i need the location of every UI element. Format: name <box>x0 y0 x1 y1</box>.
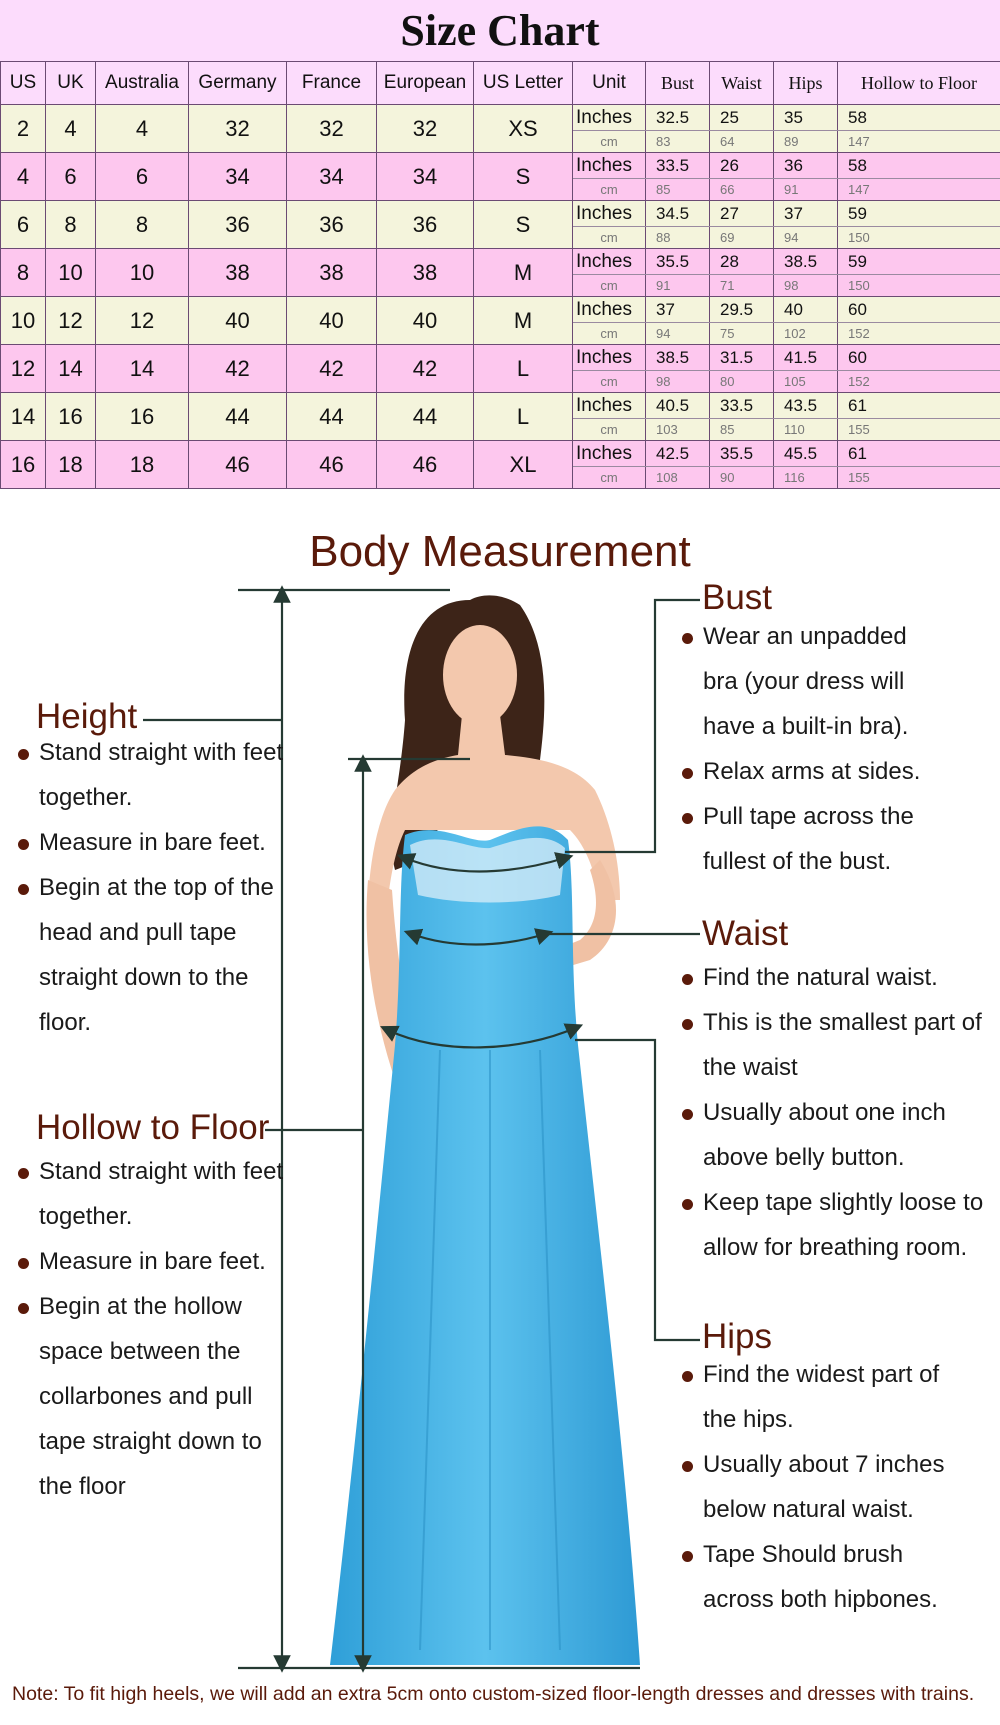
model-illustration <box>330 595 640 1665</box>
cm-waist: 66 <box>710 179 774 201</box>
inches-hollow: 61 <box>838 441 1000 467</box>
size-cell-de: 38 <box>189 249 287 297</box>
size-cell-au: 18 <box>96 441 189 489</box>
size-cell-eu: 34 <box>377 153 474 201</box>
inches-bust: 32.5 <box>646 105 710 131</box>
unit-inches-label: Inches <box>573 201 646 227</box>
header-france: France <box>287 62 377 105</box>
size-cell-uk: 6 <box>46 153 96 201</box>
size-cell-us: 12 <box>1 345 46 393</box>
inches-hips: 36 <box>774 153 838 179</box>
size-cell-us: 10 <box>1 297 46 345</box>
high-heels-note: Note: To fit high heels, we will add an extra 5cm onto custom-sized floor-length dresses and dresses with trains. <box>12 1683 975 1705</box>
bust-item: Wear an unpadded bra (your dress will have a built-in bra). <box>680 614 940 749</box>
cm-bust: 94 <box>646 323 710 345</box>
unit-cm-label: cm <box>573 179 646 201</box>
inches-waist: 29.5 <box>710 297 774 323</box>
unit-inches-label: Inches <box>573 153 646 179</box>
inches-waist: 33.5 <box>710 393 774 419</box>
bust-item: Relax arms at sides. <box>680 749 940 794</box>
inches-bust: 33.5 <box>646 153 710 179</box>
size-cell-eu: 38 <box>377 249 474 297</box>
inches-hollow: 58 <box>838 105 1000 131</box>
size-cell-fr: 42 <box>287 345 377 393</box>
cm-waist: 64 <box>710 131 774 153</box>
unit-inches-label: Inches <box>573 345 646 371</box>
unit-cm-label: cm <box>573 467 646 489</box>
size-cell-letter: S <box>474 201 573 249</box>
cm-bust: 98 <box>646 371 710 393</box>
cm-hips: 102 <box>774 323 838 345</box>
height-heading: Height <box>36 697 138 736</box>
inches-waist: 28 <box>710 249 774 275</box>
cm-bust: 103 <box>646 419 710 441</box>
cm-waist: 69 <box>710 227 774 249</box>
cm-hips: 89 <box>774 131 838 153</box>
size-cell-letter: M <box>474 297 573 345</box>
hips-item: Tape Should brush across both hipbones. <box>680 1532 965 1622</box>
inches-hips: 40 <box>774 297 838 323</box>
waist-item: This is the smallest part of the waist <box>680 1000 990 1090</box>
unit-inches-label: Inches <box>573 249 646 275</box>
unit-inches-label: Inches <box>573 105 646 131</box>
waist-item: Keep tape slightly loose to allow for breathing room. <box>680 1180 990 1270</box>
bust-heading: Bust <box>702 578 773 617</box>
size-cell-uk: 10 <box>46 249 96 297</box>
size-cell-de: 32 <box>189 105 287 153</box>
inches-waist: 26 <box>710 153 774 179</box>
inches-bust: 37 <box>646 297 710 323</box>
inches-hollow: 60 <box>838 297 1000 323</box>
header-germany: Germany <box>189 62 287 105</box>
inches-bust: 42.5 <box>646 441 710 467</box>
cm-bust: 108 <box>646 467 710 489</box>
size-cell-letter: S <box>474 153 573 201</box>
inches-bust: 34.5 <box>646 201 710 227</box>
size-cell-de: 34 <box>189 153 287 201</box>
body-measurement-title: Body Measurement <box>309 527 691 576</box>
size-cell-eu: 40 <box>377 297 474 345</box>
header-european: European <box>377 62 474 105</box>
inches-hips: 41.5 <box>774 345 838 371</box>
hollow-item: Stand straight with feet together. <box>16 1149 288 1239</box>
height-item: Begin at the top of the head and pull tape straight down to the floor. <box>16 865 286 1045</box>
waist-item: Find the natural waist. <box>680 955 990 1000</box>
size-cell-fr: 36 <box>287 201 377 249</box>
header-us-letter: US Letter <box>474 62 573 105</box>
unit-cm-label: cm <box>573 419 646 441</box>
cm-hollow: 150 <box>838 227 1000 249</box>
size-cell-eu: 36 <box>377 201 474 249</box>
size-cell-de: 46 <box>189 441 287 489</box>
header-hollow-to-floor: Hollow to Floor <box>838 62 1000 105</box>
cm-hips: 91 <box>774 179 838 201</box>
size-cell-us: 16 <box>1 441 46 489</box>
header-australia: Australia <box>96 62 189 105</box>
inches-bust: 40.5 <box>646 393 710 419</box>
cm-waist: 80 <box>710 371 774 393</box>
size-cell-au: 16 <box>96 393 189 441</box>
cm-hollow: 147 <box>838 131 1000 153</box>
cm-waist: 85 <box>710 419 774 441</box>
inches-hollow: 59 <box>838 249 1000 275</box>
cm-hips: 94 <box>774 227 838 249</box>
size-cell-letter: XS <box>474 105 573 153</box>
size-cell-de: 44 <box>189 393 287 441</box>
hollow-item: Measure in bare feet. <box>16 1239 288 1284</box>
inches-hollow: 59 <box>838 201 1000 227</box>
header-waist: Waist <box>710 62 774 105</box>
size-cell-letter: M <box>474 249 573 297</box>
size-cell-letter: L <box>474 393 573 441</box>
hips-item: Find the widest part of the hips. <box>680 1352 965 1442</box>
size-cell-uk: 14 <box>46 345 96 393</box>
size-cell-au: 8 <box>96 201 189 249</box>
size-cell-us: 6 <box>1 201 46 249</box>
hips-list <box>680 1352 965 1622</box>
size-cell-eu: 42 <box>377 345 474 393</box>
cm-hips: 110 <box>774 419 838 441</box>
hips-item: Usually about 7 inches below natural waist. <box>680 1442 965 1532</box>
size-cell-fr: 44 <box>287 393 377 441</box>
cm-hollow: 147 <box>838 179 1000 201</box>
unit-cm-label: cm <box>573 227 646 249</box>
size-cell-letter: L <box>474 345 573 393</box>
cm-hips: 105 <box>774 371 838 393</box>
unit-inches-label: Inches <box>573 441 646 467</box>
size-cell-de: 36 <box>189 201 287 249</box>
cm-hollow: 150 <box>838 275 1000 297</box>
size-cell-au: 6 <box>96 153 189 201</box>
inches-waist: 25 <box>710 105 774 131</box>
size-cell-fr: 32 <box>287 105 377 153</box>
inches-hips: 43.5 <box>774 393 838 419</box>
size-cell-au: 12 <box>96 297 189 345</box>
size-chart-title: Size Chart <box>400 6 600 55</box>
size-cell-uk: 18 <box>46 441 96 489</box>
inches-hollow: 61 <box>838 393 1000 419</box>
inches-hollow: 60 <box>838 345 1000 371</box>
cm-waist: 71 <box>710 275 774 297</box>
size-cell-uk: 12 <box>46 297 96 345</box>
hollow-item: Begin at the hollow space between the collarbones and pull tape straight down to the floor <box>16 1284 288 1509</box>
size-cell-letter: XL <box>474 441 573 489</box>
cm-hollow: 155 <box>838 419 1000 441</box>
header-bust: Bust <box>646 62 710 105</box>
size-cell-fr: 46 <box>287 441 377 489</box>
size-cell-eu: 32 <box>377 105 474 153</box>
header-unit: Unit <box>573 62 646 105</box>
height-item: Stand straight with feet together. <box>16 730 286 820</box>
size-cell-uk: 4 <box>46 105 96 153</box>
hollow-to-floor-list <box>16 1149 288 1509</box>
size-cell-fr: 34 <box>287 153 377 201</box>
inches-bust: 38.5 <box>646 345 710 371</box>
waist-list <box>680 955 990 1270</box>
cm-hollow: 155 <box>838 467 1000 489</box>
inches-bust: 35.5 <box>646 249 710 275</box>
cm-bust: 85 <box>646 179 710 201</box>
header-uk: UK <box>46 62 96 105</box>
size-cell-us: 14 <box>1 393 46 441</box>
header-us: US <box>1 62 46 105</box>
cm-waist: 75 <box>710 323 774 345</box>
header-hips: Hips <box>774 62 838 105</box>
hollow-to-floor-heading: Hollow to Floor <box>36 1108 270 1147</box>
cm-waist: 90 <box>710 467 774 489</box>
hips-heading: Hips <box>702 1317 773 1356</box>
size-cell-de: 42 <box>189 345 287 393</box>
inches-hips: 35 <box>774 105 838 131</box>
inches-hollow: 58 <box>838 153 1000 179</box>
cm-hips: 98 <box>774 275 838 297</box>
unit-cm-label: cm <box>573 275 646 297</box>
unit-cm-label: cm <box>573 323 646 345</box>
model-face <box>443 625 517 725</box>
waist-heading: Waist <box>702 914 789 953</box>
height-item: Measure in bare feet. <box>16 820 286 865</box>
size-cell-de: 40 <box>189 297 287 345</box>
cm-bust: 88 <box>646 227 710 249</box>
size-cell-us: 4 <box>1 153 46 201</box>
size-cell-eu: 46 <box>377 441 474 489</box>
size-cell-au: 4 <box>96 105 189 153</box>
inches-waist: 35.5 <box>710 441 774 467</box>
unit-inches-label: Inches <box>573 393 646 419</box>
cm-hollow: 152 <box>838 323 1000 345</box>
size-cell-uk: 16 <box>46 393 96 441</box>
size-cell-au: 14 <box>96 345 189 393</box>
size-cell-us: 2 <box>1 105 46 153</box>
size-cell-au: 10 <box>96 249 189 297</box>
unit-cm-label: cm <box>573 371 646 393</box>
inches-hips: 38.5 <box>774 249 838 275</box>
size-cell-fr: 38 <box>287 249 377 297</box>
bust-item: Pull tape across the fullest of the bust. <box>680 794 940 884</box>
unit-cm-label: cm <box>573 131 646 153</box>
height-list <box>16 730 286 1045</box>
cm-bust: 91 <box>646 275 710 297</box>
size-cell-uk: 8 <box>46 201 96 249</box>
inches-hips: 45.5 <box>774 441 838 467</box>
size-cell-fr: 40 <box>287 297 377 345</box>
cm-hips: 116 <box>774 467 838 489</box>
cm-bust: 83 <box>646 131 710 153</box>
size-cell-eu: 44 <box>377 393 474 441</box>
cm-hollow: 152 <box>838 371 1000 393</box>
inches-waist: 31.5 <box>710 345 774 371</box>
inches-waist: 27 <box>710 201 774 227</box>
bust-list <box>680 614 940 884</box>
inches-hips: 37 <box>774 201 838 227</box>
unit-inches-label: Inches <box>573 297 646 323</box>
size-cell-us: 8 <box>1 249 46 297</box>
waist-item: Usually about one inch above belly button. <box>680 1090 990 1180</box>
